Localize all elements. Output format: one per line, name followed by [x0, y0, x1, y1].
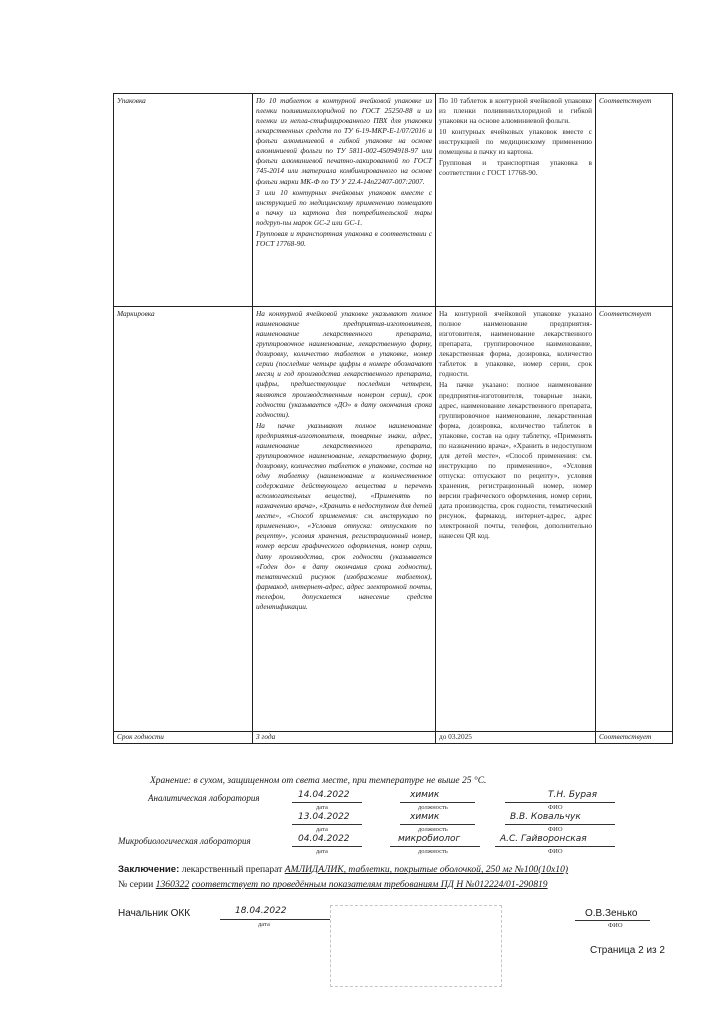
result-cell: Соответствует: [596, 732, 673, 744]
sign-name: А.С. Гайворонская: [500, 834, 587, 844]
spec-text: 3 или 10 контурных ячейковых упаковок вместе с инструкцией по медицинскому применению помещают в пачку из картона для потребительской тары подгруп-пы марок GC-2 или GC-1.: [256, 187, 432, 227]
table-row: [114, 307, 673, 732]
actual-text: Групповая и транспортная упаковка в соответствии с ГОСТ 17768-90.: [439, 158, 592, 178]
spec-text: Групповая и транспортная упаковка в соответствии с ГОСТ 17768-90.: [256, 228, 432, 248]
actual-text: 10 контурных ячейковых упаковок вместе с инструкцией по медицинскому применению помещены в пачку из картона.: [439, 127, 592, 157]
table-row: [114, 94, 673, 307]
chief-label: Начальник ОКК: [118, 908, 191, 919]
sign-name: Т.Н. Бурая: [548, 790, 597, 800]
result-cell: Соответствует: [596, 307, 673, 732]
underline: [220, 919, 330, 920]
quality-table: [113, 93, 673, 744]
conclusion-text: соответствует по проведённым показателям требованиям ПД Н №012224/01-290819: [191, 878, 548, 890]
label-date: дата: [316, 848, 328, 855]
param-name: Срок годности: [114, 732, 253, 744]
underline: [390, 846, 480, 847]
underline: [292, 846, 362, 847]
spec-cell: [253, 307, 436, 732]
conclusion: [118, 863, 673, 893]
label-date: дата: [316, 804, 328, 811]
label-position: должность: [418, 826, 448, 833]
underline: [505, 802, 615, 803]
spec-text: По 10 таблеток в контурной ячейковой упаковке из пленки поливинилхлоридной по ГОСТ 25250-88 и из пленки из непла-стифицированного ПВХ для упаковки лекарственных средств по ТУ 6-19-МКР-Е-1/07/2016 и фольги алюминиевой в гибкой упаковке на основе алюминиевой фольги по ТУ 5811-002-45094918-97 или фольги алюминиевой печатно-лакированной по ГОСТ 745-2014 или материала комбинированного на основе фольги марки МК-Ф по ТУ У 22.4-14п22407-007:2007.: [256, 96, 432, 186]
sign-position: микробиолог: [398, 834, 461, 844]
storage-note: Хранение: в сухом, защищенном от света месте, при температуре не выше 25 °С.: [150, 776, 487, 786]
actual-text: На контурной ячейковой упаковке указано полное наименование предприятия-изготовителя, наименование лекарственного препарата, группировочное наименование, лекарственная форма, дозировка, количество таблеток в упаковке, номер серии, срок годности.: [439, 309, 592, 379]
underline: [505, 824, 615, 825]
sign-position: химик: [410, 812, 440, 822]
spec-text: На контурной ячейковой упаковке указывают полное наименование предприятия-изготовителя, наименование лекарственного препарата, группировочное наименование, лекарственную форму, дозировку, количество таблеток в упаковке, номер серии (последние четыре цифры в номере обозначают месяц и год производства лекарственного препарата, цифры, предшествующие последним четырем, являются производственным номером серии), срок годности (указывается «ДО» в дату окончания срока годности).: [256, 309, 432, 419]
conclusion-text: лекарственный препарат: [181, 864, 283, 875]
param-name: Упаковка: [114, 94, 253, 307]
conclusion-head: Заключение:: [118, 864, 180, 875]
sign-date: 14.04.2022: [298, 790, 350, 800]
underline: [400, 802, 475, 803]
series-label: № серии: [118, 878, 154, 890]
label-fio: ФИО: [608, 922, 623, 929]
chief-date: 18.04.2022: [235, 906, 287, 916]
label-position: должность: [418, 848, 448, 855]
actual-text: На пачке указано: полное наименование предприятия-изготовителя, товарные знаки, адрес, наименование лекарственного препарата, группировочное наименование, лекарственная форма, дозировка, количество таблеток в упаковке, состав на одну таблетку, «Применять по назначению врача», «Хранить в недоступном для детей месте», «Способ применения: см. инструкцию по применению», «Условия отпуска: отпускают по рецепту», условия хранения, регистрационный номер, номер версии графического оформления, номер серии, дата производства, срок годности, тематический рисунок, фармакод, интернет-адрес, адрес электронной почты, телефон, дополнительно нанесен QR код.: [439, 380, 592, 541]
stamp-mark: [330, 905, 502, 987]
label-date: дата: [316, 826, 328, 833]
spec-cell: 3 года: [253, 732, 436, 744]
underline: [495, 846, 615, 847]
series-number: 1360322: [155, 878, 190, 890]
label-position: должность: [418, 804, 448, 811]
actual-cell: [436, 94, 596, 307]
label-fio: ФИО: [548, 848, 563, 855]
sign-name: В.В. Ковальчук: [510, 812, 581, 822]
sign-date: 13.04.2022: [298, 812, 350, 822]
chief-name: О.В.Зенько: [585, 908, 638, 919]
param-name: Маркировка: [114, 307, 253, 732]
product-name: АМЛИДАЛИК, таблетки, покрытые оболочкой, 250 мг №100(10х10): [284, 864, 569, 875]
underline: [292, 802, 362, 803]
label-fio: ФИО: [548, 804, 563, 811]
microbio-lab-label: Микробиологическая лаборатория: [118, 836, 251, 846]
underline: [292, 824, 362, 825]
result-cell: Соответствует: [596, 94, 673, 307]
label-fio: ФИО: [548, 826, 563, 833]
underline: [400, 824, 475, 825]
table-row: [114, 732, 673, 744]
actual-cell: [436, 307, 596, 732]
label-date: дата: [258, 921, 270, 928]
analytical-lab-label: Аналитическая лаборатория: [148, 793, 260, 803]
sign-date: 04.04.2022: [298, 834, 350, 844]
spec-text: На пачке указывают полное наименование предприятия-изготовителя, товарные знаки, адрес, наименование лекарственного препарата, группировочное наименование, лекарственную форму, дозировку, количество таблеток в упаковке, состав на одну таблетку (наименование и количественное содержание действующего вещества и перечень вспомогательных веществ), «Применять по назначению врача», «Хранить в недоступном для детей месте», «Способ применения: см. инструкцию по применению», «Условия отпуска: отпускают по рецепту», условия хранения, регистрационный номер, номер версии графического оформления, номер серии, дату производства, срок годности (указывается «Годен до» в дату окончания срока годности), тематический рисунок (изображение таблеток), фармакод, интернет-адрес, адрес электронной почты, телефон, допускается нанесение средств идентификации.: [256, 420, 432, 611]
spec-cell: [253, 94, 436, 307]
page-number: Страница 2 из 2: [590, 945, 665, 956]
underline: [575, 920, 650, 921]
actual-cell: до 03.2025: [436, 732, 596, 744]
actual-text: По 10 таблеток в контурной ячейковой упаковке из пленки поливинилхлоридной и гибкой упаковки на основе алюминиевой фольги.: [439, 96, 592, 126]
sign-position: химик: [410, 790, 440, 800]
